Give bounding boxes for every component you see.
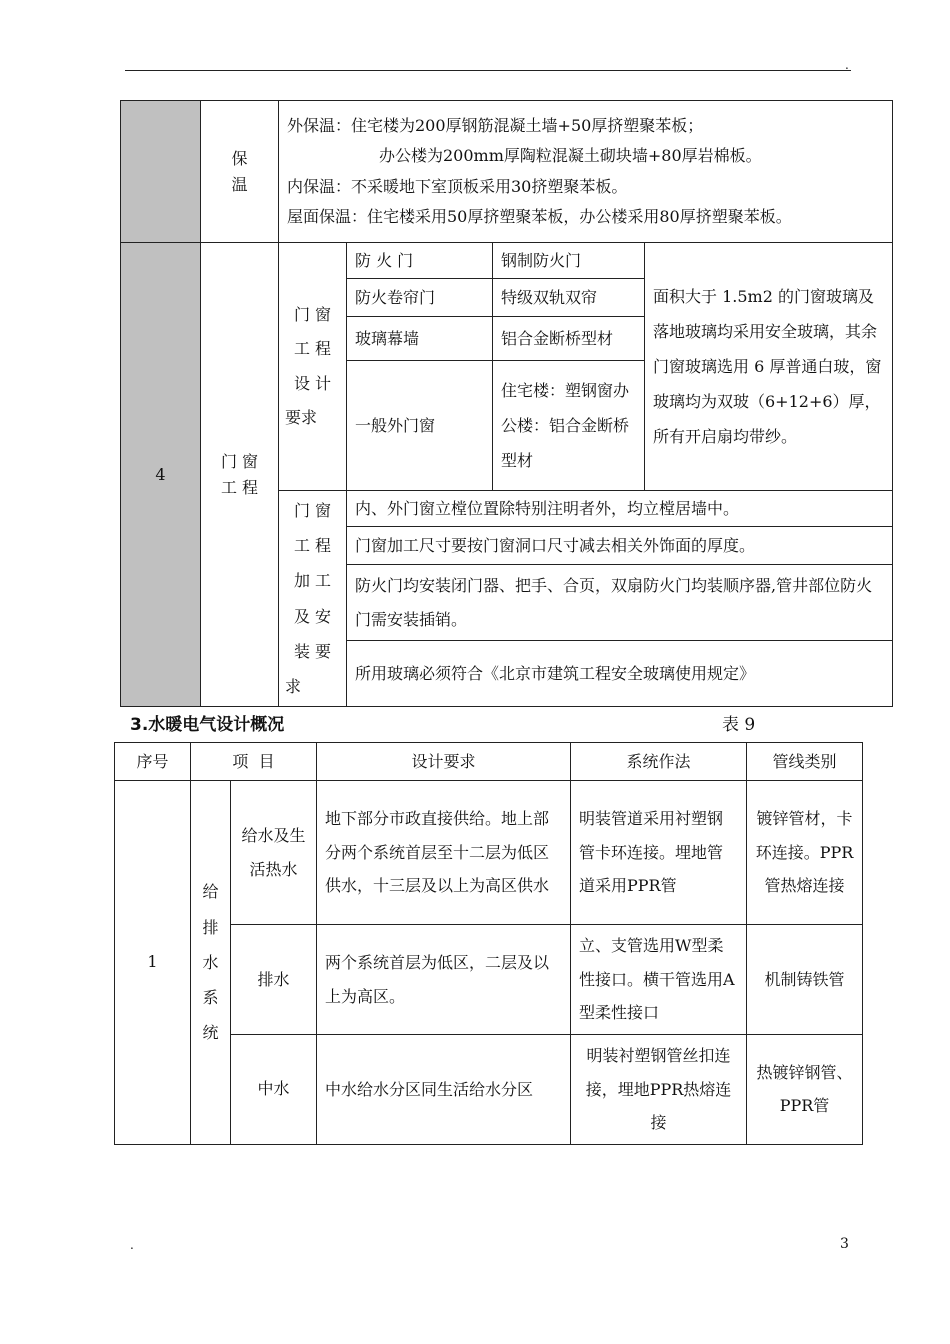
insulation-line: 屋面保温：住宅楼采用50厚挤塑聚苯板，办公楼采用80厚挤塑聚苯板。 [287, 206, 792, 226]
doors-index: 4 [121, 243, 201, 707]
door-spec: 钢制防火门 [493, 243, 645, 279]
header-item: 项 目 [191, 743, 317, 781]
table-label: 表 9 [722, 715, 756, 735]
group-label: 给 排 水 系 统 [191, 781, 231, 1145]
row-pipe: 热镀锌钢管、PPR管 [747, 1035, 863, 1145]
insulation-label: 保 温 [201, 101, 279, 243]
section-title: 3.水暖电气设计概况 [130, 715, 285, 735]
insulation-content [279, 101, 893, 243]
install-row: 防火门均安装闭门器、把手、合页，双扇防火门均装顺序器,管井部位防火门需安装插销。 [347, 565, 893, 641]
door-spec: 铝合金断桥型材 [493, 317, 645, 361]
door-item: 一般外门窗 [347, 361, 493, 491]
row-name: 给水及生活热水 [231, 781, 317, 925]
install-row: 所用玻璃必须符合《北京市建筑工程安全玻璃使用规定》 [347, 641, 893, 707]
row-pipe: 镀锌管材，卡环连接。PPR管热熔连接 [747, 781, 863, 925]
header-method: 系统作法 [571, 743, 747, 781]
insulation-line: 内保温：不采暖地下室顶板采用30挤塑聚苯板。 [287, 176, 628, 196]
building-table [120, 100, 893, 707]
glass-note: 面积大于 1.5m2 的门窗玻璃及落地玻璃均采用安全玻璃，其余门窗玻璃选用 6 厚普通白玻，窗玻璃均为双玻（6+12+6）厚，所有开启扇均带纱。 [645, 243, 893, 491]
install-row: 门窗加工尺寸要按门窗洞口尺寸减去相关外饰面的厚度。 [347, 527, 893, 565]
row-design: 中水给水分区同生活给水分区 [317, 1035, 571, 1145]
insulation-index-cell [121, 101, 201, 243]
row-pipe: 机制铸铁管 [747, 925, 863, 1035]
header-index: 序号 [115, 743, 191, 781]
footer-dot: . [130, 1238, 134, 1252]
doors-install-label: 门 窗 工 程 加 工 及 安 装 要 求 [279, 491, 347, 707]
doors-label: 门 窗 工 程 [201, 243, 279, 707]
door-spec: 特级双轨双帘 [493, 279, 645, 317]
door-spec: 住宅楼：塑钢窗办公楼：铝合金断桥型材 [493, 361, 645, 491]
header-pipe: 管线类别 [747, 743, 863, 781]
plumbing-table [114, 742, 863, 1145]
row-method: 明装管道采用衬塑钢管卡环连接。埋地管道采用PPR管 [571, 781, 747, 925]
group-index: 1 [115, 781, 191, 1145]
door-item: 防 火 门 [347, 243, 493, 279]
header-design: 设计要求 [317, 743, 571, 781]
row-name: 中水 [231, 1035, 317, 1145]
row-method: 立、支管选用W型柔性接口。横干管选用A型柔性接口 [571, 925, 747, 1035]
row-method: 明装衬塑钢管丝扣连接，埋地PPR热熔连接 [571, 1035, 747, 1145]
door-item: 玻璃幕墙 [347, 317, 493, 361]
page-number: 3 [840, 1236, 849, 1252]
row-design: 地下部分市政直接供给。地上部分两个系统首层至十二层为低区供水，十三层及以上为高区供水 [317, 781, 571, 925]
row-design: 两个系统首层为低区，二层及以上为高区。 [317, 925, 571, 1035]
door-item: 防火卷帘门 [347, 279, 493, 317]
header-dot: . [845, 58, 849, 72]
insulation-line: 办公楼为200mm厚陶粒混凝土砌块墙+80厚岩棉板。 [379, 146, 762, 166]
row-name: 排水 [231, 925, 317, 1035]
doors-design-label: 门 窗 工 程 设 计 要求 [279, 243, 347, 491]
header-rule [125, 70, 851, 71]
insulation-line: 外保温：住宅楼为200厚钢筋混凝土墙+50厚挤塑聚苯板； [287, 115, 704, 135]
install-row: 内、外门窗立樘位置除特别注明者外，均立樘居墙中。 [347, 491, 893, 527]
